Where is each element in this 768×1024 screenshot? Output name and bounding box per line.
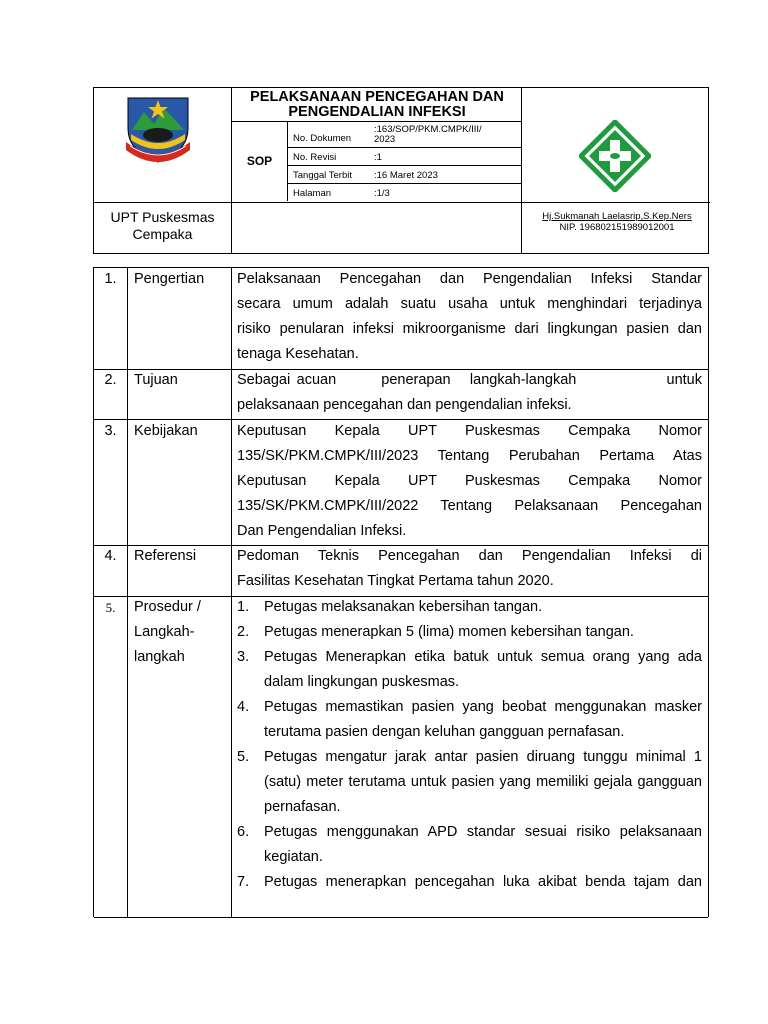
issue-date-label: Tanggal Terbit — [293, 170, 352, 181]
puskesmas-logo-icon — [579, 120, 651, 192]
signatory-nip: NIP. 196802151989012001 — [559, 222, 675, 233]
step-number: 2. — [237, 624, 250, 640]
sop-content-table — [93, 267, 709, 917]
procedure-step — [237, 645, 702, 695]
pengertian-text — [237, 267, 702, 367]
text-line: 135/SK/PKM.CMPK/III/2023 Tentang Perubahan Pertama Atas — [237, 448, 702, 464]
step-text: Petugas menerapkan 5 (lima) momen kebersihan tangan. — [264, 624, 634, 640]
row-label-prosedur — [134, 595, 226, 670]
label-line: Langkah- — [134, 624, 195, 640]
procedure-step — [237, 745, 702, 820]
row-label-tujuan: Tujuan — [134, 372, 178, 388]
text-line: tenaga Kesehatan. — [237, 346, 359, 362]
text-line: Pelaksanaan Pencegahan dan Pengendalian Infeksi Standar — [237, 271, 702, 287]
revision-label: No. Revisi — [293, 152, 337, 163]
procedure-step — [237, 820, 702, 870]
sop-label: SOP — [246, 154, 273, 168]
document-title — [232, 90, 522, 120]
doc-number-value-line-1: :163/SOP/PKM.CMPK/III/ — [374, 124, 482, 135]
step-text: Petugas Menerapkan etika batuk untuk semua orang yang ada dalam lingkungan puskesmas. — [264, 649, 702, 690]
step-number: 1. — [237, 599, 250, 615]
signatory-block — [524, 211, 710, 233]
column-divider — [231, 268, 232, 917]
row-label-pengertian: Pengertian — [134, 271, 205, 287]
header-divider — [231, 121, 521, 122]
page-value: :1/3 — [374, 188, 390, 199]
text-line: 135/SK/PKM.CMPK/III/2022 Tentang Pelaksanaan Pencegahan — [237, 498, 702, 514]
doc-number-value — [374, 125, 482, 145]
text-line: Pedoman Teknis Pencegahan dan Pengendalian Infeksi di — [237, 548, 702, 564]
header-divider — [287, 147, 521, 148]
sop-header-table — [93, 87, 709, 254]
text-line: Fasilitas Kesehatan Tingkat Pertama tahun 2020. — [237, 573, 554, 589]
step-text: Petugas mengatur jarak antar pasien diruang tunggu minimal 1 (satu) meter terutama untuk pasien yang memiliki gejala gangguan pernafasan. — [264, 749, 702, 815]
page-label: Halaman — [293, 188, 332, 199]
step-number: 4. — [237, 699, 250, 715]
step-text: Petugas melaksanakan kebersihan tangan. — [264, 599, 543, 615]
unit-name — [94, 209, 231, 243]
issue-date-value: :16 Maret 2023 — [374, 170, 438, 181]
text-line: Dan Pengendalian Infeksi. — [237, 523, 407, 539]
header-divider — [521, 202, 710, 203]
step-number: 3. — [237, 649, 250, 665]
label-line: Prosedur / — [134, 599, 201, 615]
text-line: Sebagai acuan penerapan langkah-langkah untuk — [237, 372, 702, 388]
revision-value: :1 — [374, 152, 382, 163]
step-number: 5. — [237, 749, 250, 765]
referensi-text — [237, 544, 702, 594]
header-divider — [94, 202, 231, 203]
row-number: 4. — [104, 548, 117, 564]
text-line: pelaksanaan pencegahan dan pengendalian infeksi. — [237, 397, 572, 413]
doc-number-label: No. Dokumen — [293, 133, 352, 144]
unit-line-2: Cempaka — [132, 226, 193, 242]
text-line: secara umum adalah suatu usaha untuk menghindari terjadinya — [237, 296, 702, 312]
title-line-2: PENGENDALIAN INFEKSI — [288, 104, 466, 120]
step-text: Petugas menerapkan pencegahan luka akibat benda tajam dan — [264, 874, 702, 890]
procedure-step — [237, 695, 702, 745]
row-number: 5. — [105, 600, 116, 615]
procedure-step — [237, 870, 702, 895]
row-label-referensi: Referensi — [134, 548, 197, 564]
text-line: risiko penularan infeksi mikroorganisme dari lingkungan pasien dan — [237, 321, 702, 337]
row-label-kebijakan: Kebijakan — [134, 423, 198, 439]
row-divider — [94, 917, 708, 918]
step-text: Petugas menggunakan APD standar sesuai risiko pelaksanaan kegiatan. — [264, 824, 702, 865]
label-line: langkah — [134, 649, 185, 665]
signatory-name: Hj.Sukmanah Laelasrip,S.Kep.Ners — [542, 211, 692, 222]
doc-number-value-line-2: 2023 — [374, 134, 396, 145]
title-line-1: PELAKSANAAN PENCEGAHAN DAN — [250, 89, 504, 105]
header-divider — [231, 202, 521, 203]
tujuan-text — [237, 368, 702, 418]
header-divider — [287, 183, 521, 184]
procedure-step — [237, 595, 702, 620]
text-line: Keputusan Kepala UPT Puskesmas Cempaka Nomor — [237, 473, 702, 489]
header-divider — [287, 165, 521, 166]
text-line: Keputusan Kepala UPT Puskesmas Cempaka Nomor — [237, 423, 702, 439]
column-divider — [127, 268, 128, 917]
step-text: Petugas memastikan pasien yang beobat menggunakan masker terutama pasien dengan keluhan gangguan pernafasan. — [264, 699, 702, 740]
procedure-steps — [237, 595, 702, 895]
procedure-step — [237, 620, 702, 645]
regency-emblem-icon — [124, 90, 192, 166]
step-number: 7. — [237, 874, 250, 890]
row-number: 3. — [104, 423, 117, 439]
kebijakan-text — [237, 419, 702, 544]
step-number: 6. — [237, 824, 250, 840]
row-number: 2. — [104, 372, 117, 388]
header-divider — [287, 121, 288, 201]
unit-line-1: UPT Puskesmas — [110, 209, 215, 225]
row-number: 1. — [104, 271, 117, 287]
